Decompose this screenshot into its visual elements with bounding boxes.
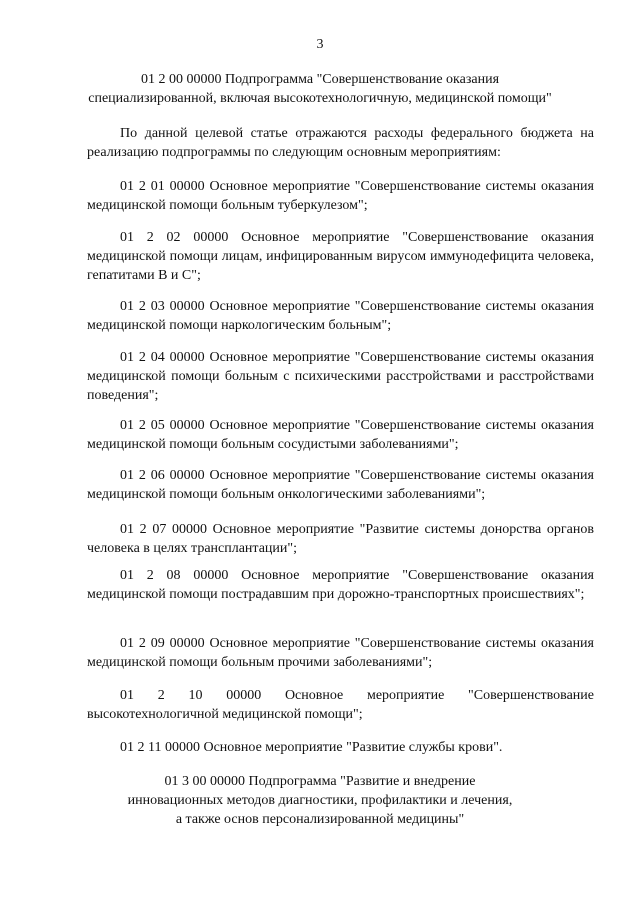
list-item: 01 2 10 00000 Основное мероприятие "Совершенствование высокотехнологичной медицинской помощи"; — [87, 688, 594, 722]
subprogram-heading-01-3 — [60, 772, 580, 829]
list-item: 01 2 02 00000 Основное мероприятие "Совершенствование оказания медицинской помощи лицам, инфицированным вирусом иммунодефицита человека, гепатитами В и С"; — [87, 230, 594, 283]
list-item: 01 2 04 00000 Основное мероприятие "Совершенствование системы оказания медицинской помощи больным с психическими расстройствами и расстройствами поведения"; — [87, 350, 594, 403]
heading-line: а также основ персонализированной медицины" — [175, 812, 465, 827]
list-item: 01 2 07 00000 Основное мероприятие "Развитие системы донорства органов человека в целях трансплантации"; — [87, 522, 594, 556]
list-item: 01 2 01 00000 Основное мероприятие "Совершенствование системы оказания медицинской помощи больным туберкулезом"; — [87, 179, 594, 213]
list-item: 01 2 06 00000 Основное мероприятие "Совершенствование системы оказания медицинской помощи больным онкологическими заболеваниями"; — [87, 468, 594, 502]
list-item: 01 2 09 00000 Основное мероприятие "Совершенствование системы оказания медицинской помощи больным прочими заболеваниями"; — [87, 636, 594, 670]
intro-paragraph: По данной целевой статье отражаются расходы федерального бюджета на реализацию подпрограммы по следующим основным мероприятиям: — [87, 126, 594, 160]
heading-line: 01 3 00 00000 Подпрограмма "Развитие и внедрение — [164, 774, 476, 789]
subprogram-heading-01-2 — [60, 70, 580, 108]
list-item: 01 2 05 00000 Основное мероприятие "Совершенствование системы оказания медицинской помощи больным сосудистыми заболеваниями"; — [87, 418, 594, 452]
heading-line: специализированной, включая высокотехнологичную, медицинской помощи" — [88, 91, 552, 106]
list-item: 01 2 11 00000 Основное мероприятие "Развитие службы крови". — [120, 740, 503, 755]
heading-line: 01 2 00 00000 Подпрограмма "Совершенствование оказания — [140, 72, 500, 87]
heading-line: инновационных методов диагностики, профилактики и лечения, — [127, 793, 513, 808]
list-item: 01 2 08 00000 Основное мероприятие "Совершенствование оказания медицинской помощи пострадавшим при дорожно-транспортных происшествиях"; — [87, 568, 594, 602]
page-number: 3 — [316, 37, 324, 52]
list-item: 01 2 03 00000 Основное мероприятие "Совершенствование системы оказания медицинской помощи наркологическим больным"; — [87, 299, 594, 333]
